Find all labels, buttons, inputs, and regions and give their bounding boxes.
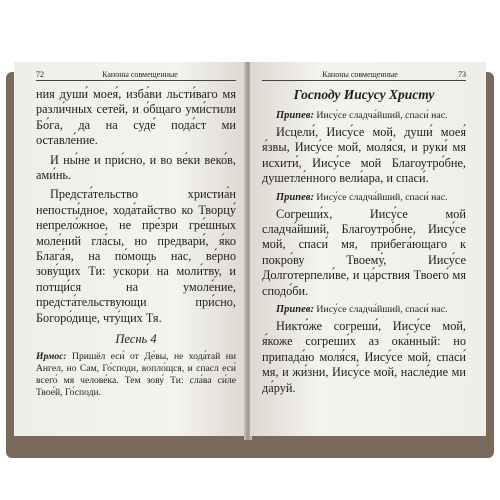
- left-running-title: Каноны совмещенные: [102, 70, 178, 79]
- right-page-number: 73: [458, 70, 466, 79]
- refrain-label: Припев:: [276, 110, 314, 121]
- open-book: [6, 62, 494, 458]
- right-page: [250, 62, 486, 436]
- left-page-number: 72: [36, 70, 44, 79]
- refrain: [262, 303, 466, 316]
- irmos-label: Ирмос:: [36, 351, 67, 363]
- left-paragraph-2: И ны́не и при́сно, и во ве́ки веко́в, ами́нь.: [36, 152, 236, 183]
- refrain-text: Иису́се сладча́йший, спаси́ нас.: [316, 191, 448, 203]
- irmos: [36, 351, 236, 399]
- refrain-label: Припев:: [276, 304, 314, 316]
- left-paragraph-3: Предста́тельство христиа́н непосты́дное, хода́тайство ко Творцу́ непрело́жное, не пре́зри гре́шных моле́ний гла́сы, но предвари́, я́ко Блага́я, на по́мощь нас, ве́рно зову́щих Ти: ускори́ на моли́тву, и потщи́ся на умоле́ние, предста́тельствующи при́сно, Богоро́дице, чту́щих Тя.: [36, 187, 236, 325]
- irmos-text: Пришёл еси́ от Де́вы, не хода́тай ни Ангел, но Сам, Го́споди, вопло́щся, и спасл еси́ всего́ мя челове́ка. Тем зову́ Ти: сла́ва си́ле Твое́й, Го́споди.: [36, 351, 236, 399]
- refrain-label: Припев:: [276, 191, 314, 203]
- left-page: [14, 62, 246, 436]
- refrain: [262, 109, 466, 122]
- right-stanza-2: Согреши́х, Иису́се мой сладча́йший, Благоутро́бне, Иису́се мой, спаси́ мя, прибега́ющаго к покро́ву Твоему́, Иису́се Долготерпели́ве, и ца́рствия Твоего́ мя сподо́би.: [262, 206, 466, 298]
- right-stanza-1: Исцели́, Иису́се мой, души́ моея́ я́звы, Иису́се мой, моля́ся, и руки́ мя исхити́, Иису́се мой Благоутро́бне, душетле́нного вели́ара, и спаси́.: [262, 125, 466, 186]
- refrain-text: Иису́се сладча́йший, спаси́ нас.: [316, 304, 448, 316]
- right-page-header: [262, 70, 466, 81]
- right-running-title: Каноны совмещенные: [322, 70, 398, 79]
- refrain: [262, 191, 466, 204]
- refrain-text: Иису́се сладча́йший, спаси́ нас.: [316, 110, 448, 121]
- left-paragraph-1: ния души́ моея́, изба́ви льсти́ваго мя разли́чных сетей, и о́бщаго уми́стили Бо́га, да на суде́ пода́ст ми оставле́ние.: [36, 87, 236, 148]
- song-heading: Песнь 4: [115, 332, 157, 347]
- right-heading: Господу Иисусу Христу: [293, 87, 435, 102]
- right-stanza-3: Никто́же согреши́, Иису́се мой, я́коже согреши́х аз ока́нный: но припада́ю моля́ся, Иису́се мой, спаси́ мя, и жи́зни, Иису́се мой, насле́дие ми да́руй.: [262, 319, 466, 395]
- left-page-header: [36, 70, 236, 81]
